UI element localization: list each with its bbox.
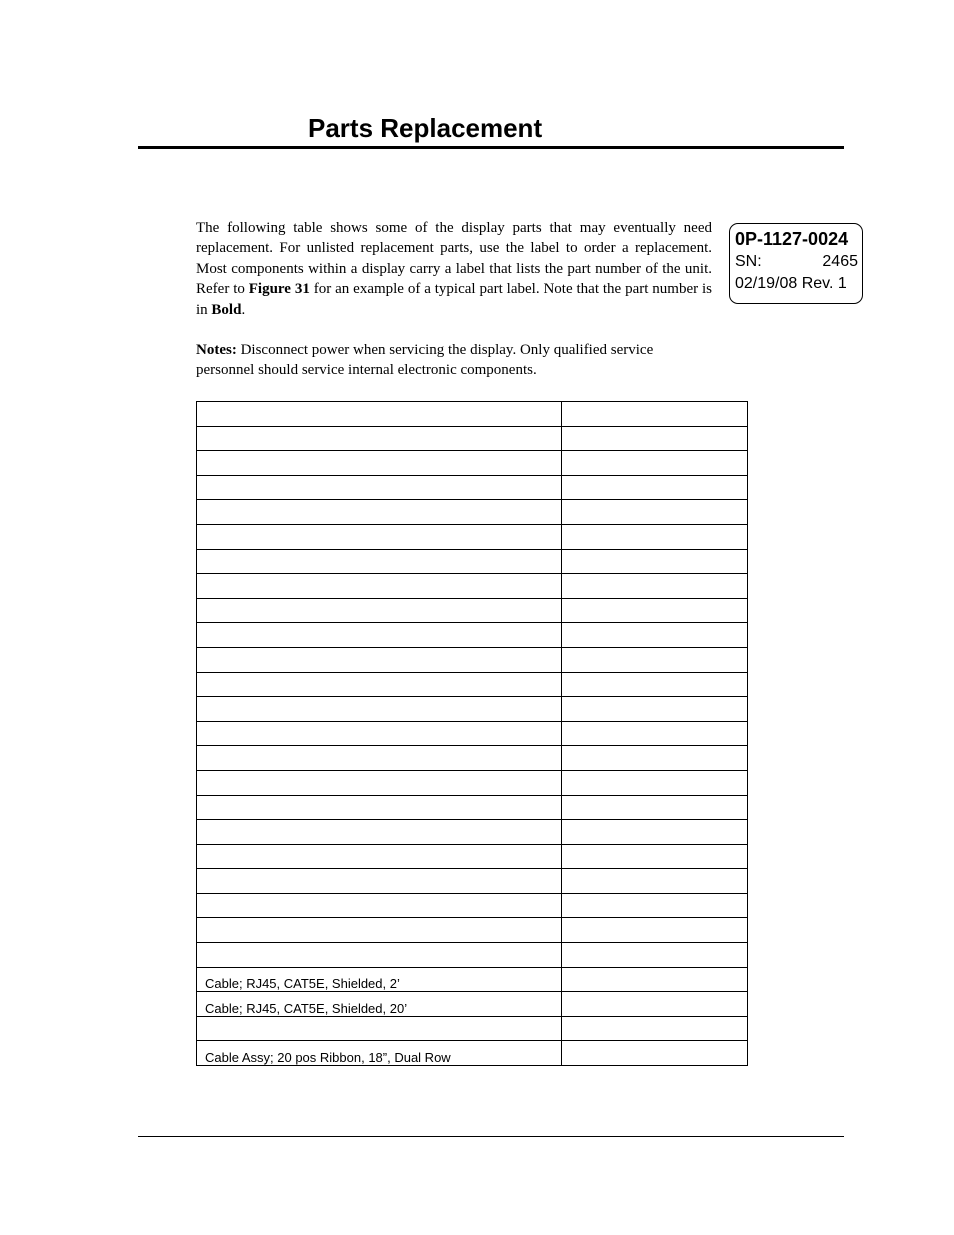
notes-text: Disconnect power when servicing the display. Only qualified service personnel should service internal electronic components. (196, 342, 654, 379)
table-row (197, 1041, 748, 1066)
table-row (197, 795, 748, 820)
part-number-cell (562, 721, 748, 746)
bold-word: Bold (211, 301, 242, 318)
intro-text-3: . (241, 301, 246, 318)
part-number-cell (562, 451, 748, 476)
part-description-cell (197, 451, 562, 476)
intro-text-2: for an example of a typical part label. Note that the part number is in (196, 281, 712, 318)
part-number-cell (562, 967, 748, 992)
notes-label: Notes: (196, 342, 237, 358)
part-description-cell (197, 672, 562, 697)
part-number-cell (562, 672, 748, 697)
figure-reference: Figure 31 (248, 281, 310, 298)
table-row (197, 746, 748, 771)
part-description-cell (197, 647, 562, 672)
part-description-cell (197, 844, 562, 869)
intro-paragraph (196, 218, 712, 320)
part-description-cell (197, 721, 562, 746)
table-row (197, 451, 748, 476)
part-description-cell (197, 1016, 562, 1041)
table-row (197, 1016, 748, 1041)
part-description-cell (197, 820, 562, 845)
part-number-cell (562, 574, 748, 599)
table-row (197, 623, 748, 648)
table-row (197, 992, 748, 1017)
part-description-cell (197, 697, 562, 722)
intro-text-1: The following table shows some of the display parts that may eventually need replacement. For unlisted replacement parts, use the label to order a replacement. Most components within a display carry a label that lists the part number of the unit. Refer to (196, 220, 712, 298)
part-description-cell (197, 746, 562, 771)
part-description-cell (197, 402, 562, 427)
part-number-cell (562, 697, 748, 722)
table-row (197, 402, 748, 427)
example-part-label (729, 223, 863, 304)
table-row (197, 820, 748, 845)
label-serial-row (735, 251, 858, 273)
part-description-cell (197, 893, 562, 918)
table-row (197, 967, 748, 992)
part-number-cell (562, 1041, 748, 1066)
part-number-cell (562, 598, 748, 623)
part-number-cell (562, 795, 748, 820)
part-description-cell (197, 549, 562, 574)
part-description-cell (197, 426, 562, 451)
part-number-cell (562, 623, 748, 648)
part-description-cell (197, 598, 562, 623)
part-number-cell (562, 746, 748, 771)
part-number-cell (562, 869, 748, 894)
label-sn-value: 2465 (822, 253, 858, 270)
part-description-cell (197, 524, 562, 549)
table-row (197, 893, 748, 918)
table-row (197, 475, 748, 500)
part-number-cell (562, 426, 748, 451)
table-row (197, 672, 748, 697)
table-row (197, 697, 748, 722)
parts-table (196, 401, 748, 1066)
page-title: Parts Replacement (308, 113, 543, 143)
part-number-cell (562, 918, 748, 943)
table-row (197, 770, 748, 795)
table-row (197, 943, 748, 968)
part-description-cell (197, 623, 562, 648)
table-row (197, 647, 748, 672)
part-number-cell (562, 770, 748, 795)
table-row (197, 869, 748, 894)
table-row (197, 918, 748, 943)
table-row (197, 598, 748, 623)
part-number-cell (562, 844, 748, 869)
part-number-cell (562, 500, 748, 525)
table-row (197, 721, 748, 746)
part-description-cell (197, 500, 562, 525)
part-description-cell (197, 918, 562, 943)
label-part-number: 0P-1127-0024 (735, 229, 849, 249)
part-description-cell (197, 770, 562, 795)
notes-paragraph (196, 340, 696, 381)
table-row (197, 844, 748, 869)
part-number-cell (562, 943, 748, 968)
part-number-cell (562, 992, 748, 1017)
table-row (197, 524, 748, 549)
table-row (197, 549, 748, 574)
label-revision: 02/19/08 Rev. 1 (735, 275, 847, 292)
part-description-cell (197, 475, 562, 500)
parts-table-body (197, 402, 748, 1066)
part-number-cell (562, 1016, 748, 1041)
part-number-cell (562, 647, 748, 672)
part-number-cell (562, 893, 748, 918)
part-number-cell (562, 524, 748, 549)
table-row (197, 426, 748, 451)
footer-rule (138, 1136, 844, 1137)
part-description-cell (197, 574, 562, 599)
part-description-cell (197, 869, 562, 894)
part-number-cell (562, 549, 748, 574)
part-description-cell (197, 795, 562, 820)
title-rule (138, 146, 844, 149)
part-description-cell: Cable; RJ45, CAT5E, Shielded, 20’ (197, 992, 562, 1017)
table-row (197, 500, 748, 525)
table-row (197, 574, 748, 599)
part-description-cell (197, 943, 562, 968)
part-description-cell: Cable; RJ45, CAT5E, Shielded, 2’ (197, 967, 562, 992)
part-number-cell (562, 475, 748, 500)
part-number-cell (562, 402, 748, 427)
part-number-cell (562, 820, 748, 845)
label-sn-caption: SN: (735, 253, 762, 270)
part-description-cell: Cable Assy; 20 pos Ribbon, 18”, Dual Row (197, 1041, 562, 1066)
